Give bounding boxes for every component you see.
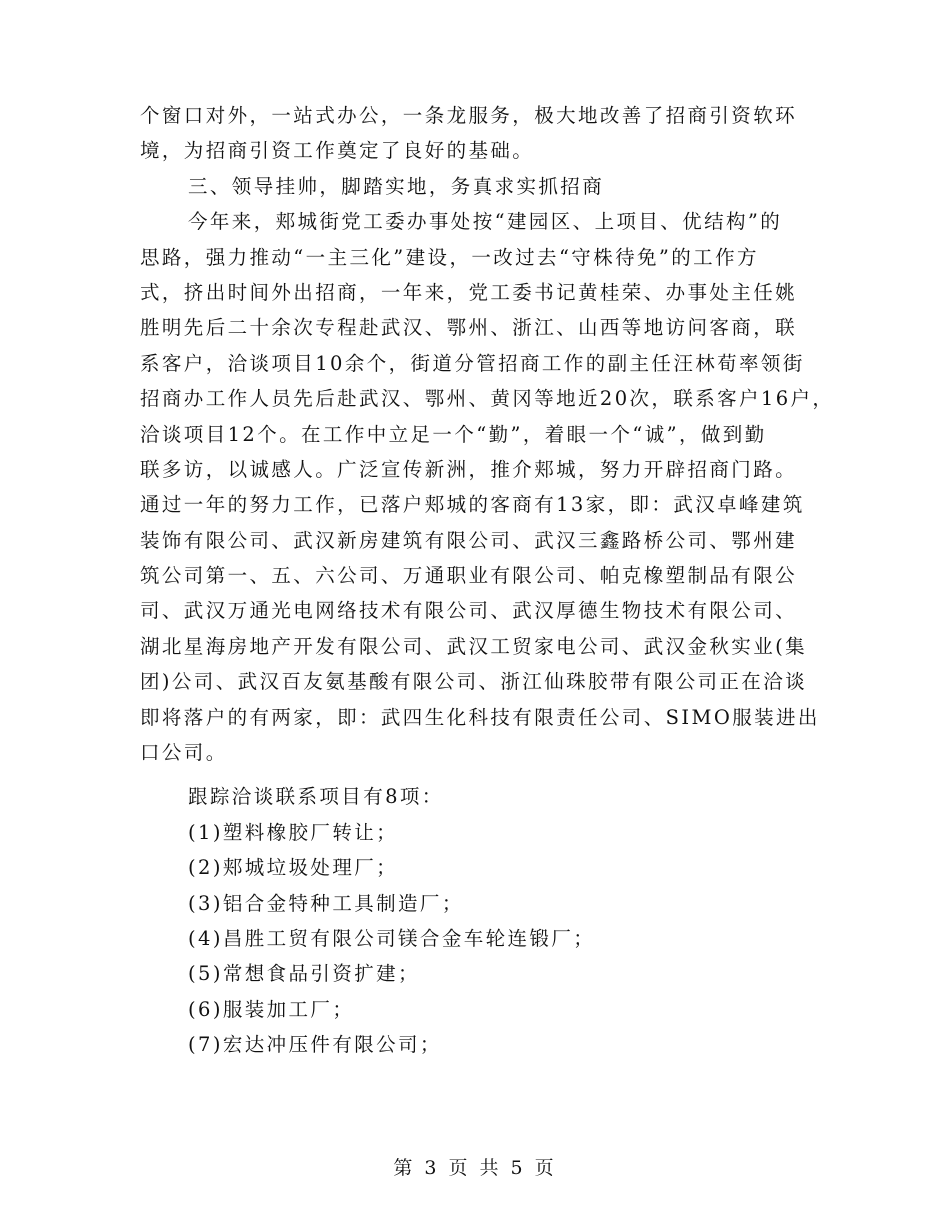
page-footer: 第 3 页 共 5 页	[393, 1157, 557, 1179]
list-item: (4)昌胜工贸有限公司镁合金车轮连锻厂；	[188, 926, 596, 950]
section-heading: 三、领导挂帅，脚踏实地，务真求实抓招商	[188, 174, 605, 198]
text-line: 思路，强力推动“一主三化”建设，一改过去“守株待免”的工作方	[140, 245, 759, 269]
text-line: 湖北星海房地产开发有限公司、武汉工贸家电公司、武汉金秋实业(集	[140, 634, 808, 658]
text-line: 系客户，洽谈项目10余个，街道分管招商工作的副主任汪林荀率领街	[140, 351, 805, 375]
text-line: 境，为招商引资工作奠定了良好的基础。	[140, 139, 535, 163]
text-line: 筑公司第一、五、六公司、万通职业有限公司、帕克橡塑制品有限公	[140, 564, 798, 588]
text-line: 招商办工作人员先后赴武汉、鄂州、黄冈等地近20次，联系客户16户，	[140, 387, 835, 411]
text-line: 通过一年的努力工作，已落户郏城的客商有13家，即：武汉卓峰建筑	[140, 493, 805, 517]
text-line: 联多访，以诚感人。广泛宣传新洲，推介郏城，努力开辟招商门路。	[140, 457, 798, 481]
text-line: 口公司。	[140, 741, 228, 765]
text-line: 团)公司、武汉百友氨基酸有限公司、浙江仙珠胶带有限公司正在洽谈	[140, 670, 808, 694]
text-line: 式，挤出时间外出招商，一年来，党工委书记黄桂荣、办事处主任姚	[140, 280, 798, 304]
text-line: 装饰有限公司、武汉新房建筑有限公司、武汉三鑫路桥公司、鄂州建	[140, 528, 798, 552]
text-line: 个窗口对外，一站式办公，一条龙服务，极大地改善了招商引资软环	[140, 104, 798, 127]
list-item: (5)常想食品引资扩建；	[188, 962, 420, 986]
text-line: 胜明先后二十余次专程赴武汉、鄂州、浙江、山西等地访问客商，联	[140, 316, 798, 340]
list-intro: 跟踪洽谈联系项目有8项：	[188, 785, 444, 809]
list-item: (6)服装加工厂；	[188, 997, 355, 1021]
body-text	[0, 98, 950, 1063]
text-line: 司、武汉万通光电网络技术有限公司、武汉厚德生物技术有限公司、	[140, 599, 798, 623]
text-line: 洽谈项目12个。在工作中立足一个“勤”，着眼一个“诚”，做到勤	[140, 422, 767, 446]
list-item: (7)宏达冲压件有限公司；	[188, 1033, 442, 1057]
text-line: 今年来，郏城街党工委办事处按“建园区、上项目、优结构”的	[188, 210, 783, 234]
list-item: (3)铝合金特种工具制造厂；	[188, 891, 464, 915]
list-item: (1)塑料橡胶厂转让；	[188, 820, 399, 844]
text-line: 即将落户的有两家，即：武四生化科技有限责任公司、SIMO服装进出	[140, 705, 820, 729]
list-item: (2)郏城垃圾处理厂；	[188, 856, 399, 880]
